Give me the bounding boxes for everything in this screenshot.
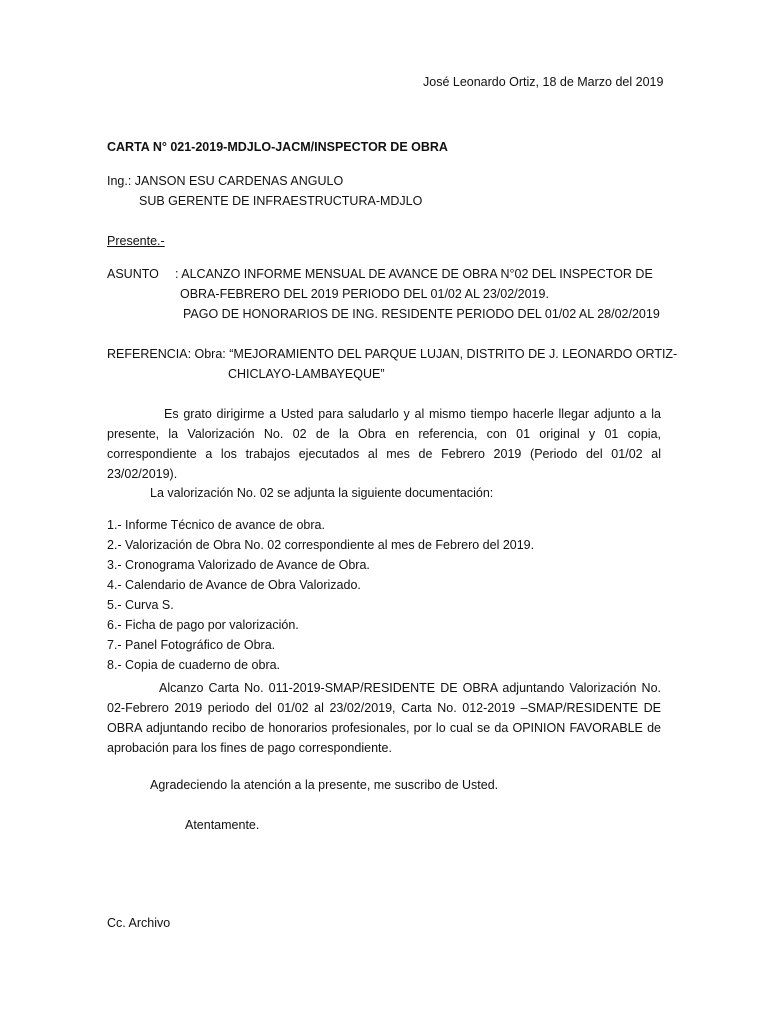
list-item: 6.- Ficha de pago por valorización. bbox=[107, 618, 299, 632]
farewell: Atentamente. bbox=[185, 818, 260, 832]
copy-note: Cc. Archivo bbox=[107, 916, 171, 930]
subject-line-1: : ALCANZO INFORME MENSUAL DE AVANCE DE OBRA N°02 DEL INSPECTOR DE bbox=[175, 267, 653, 281]
recipient-name: Ing.: JANSON ESU CARDENAS ANGULO bbox=[107, 174, 344, 188]
reference-line-1: REFERENCIA: Obra: “MEJORAMIENTO DEL PARQUE LUJAN, DISTRITO DE J. LEONARDO ORTIZ- bbox=[107, 347, 678, 361]
reference-line-2: CHICLAYO-LAMBAYEQUE” bbox=[228, 367, 385, 381]
letter-number: CARTA N° 021-2019-MDJLO-JACM/INSPECTOR DE OBRA bbox=[107, 140, 448, 154]
subject-label: ASUNTO bbox=[107, 267, 159, 281]
list-item: 1.- Informe Técnico de avance de obra. bbox=[107, 518, 325, 532]
list-item: 4.- Calendario de Avance de Obra Valorizado. bbox=[107, 578, 361, 592]
recipient-position: SUB GERENTE DE INFRAESTRUCTURA-MDJLO bbox=[139, 194, 423, 208]
list-intro: La valorización No. 02 se adjunta la siguiente documentación: bbox=[150, 486, 494, 500]
subject-line-2: OBRA-FEBRERO DEL 2019 PERIODO DEL 01/02 AL 23/02/2019. bbox=[180, 287, 549, 301]
list-item: 5.- Curva S. bbox=[107, 598, 174, 612]
greeting: Presente.- bbox=[107, 234, 165, 248]
list-item: 2.- Valorización de Obra No. 02 correspondiente al mes de Febrero del 2019. bbox=[107, 538, 535, 552]
place-date: José Leonardo Ortiz, 18 de Marzo del 2019 bbox=[423, 75, 664, 89]
list-item: 8.- Copia de cuaderno de obra. bbox=[107, 658, 281, 672]
body-paragraph-2: Alcanzo Carta No. 011-2019-SMAP/RESIDENTE DE OBRA adjuntando Valorización No. 02-Febrero 2019 periodo del 01/02 al 23/02/2019, Carta No. 012-2019 –SMAP/RESIDENTE DE OBRA adjuntando recibo de honorarios profesionales, por lo cual se da OPINION FAVORABLE de aprobación para los fines de pago correspondiente. bbox=[107, 681, 661, 755]
list-item: 7.- Panel Fotográfico de Obra. bbox=[107, 638, 276, 652]
closing-text: Agradeciendo la atención a la presente, me suscribo de Usted. bbox=[150, 778, 499, 792]
body-paragraph-1: Es grato dirigirme a Usted para saludarlo y al mismo tiempo hacerle llegar adjunto a la presente, la Valorización No. 02 de la Obra en referencia, con 01 original y 01 copia, correspondiente a los trabajos ejecutados al mes de Febrero 2019 (Periodo del 01/02 al 23/02/2019). bbox=[107, 407, 661, 481]
list-item: 3.- Cronograma Valorizado de Avance de Obra. bbox=[107, 558, 370, 572]
subject-line-3: PAGO DE HONORARIOS DE ING. RESIDENTE PERIODO DEL 01/02 AL 28/02/2019 bbox=[183, 307, 660, 321]
